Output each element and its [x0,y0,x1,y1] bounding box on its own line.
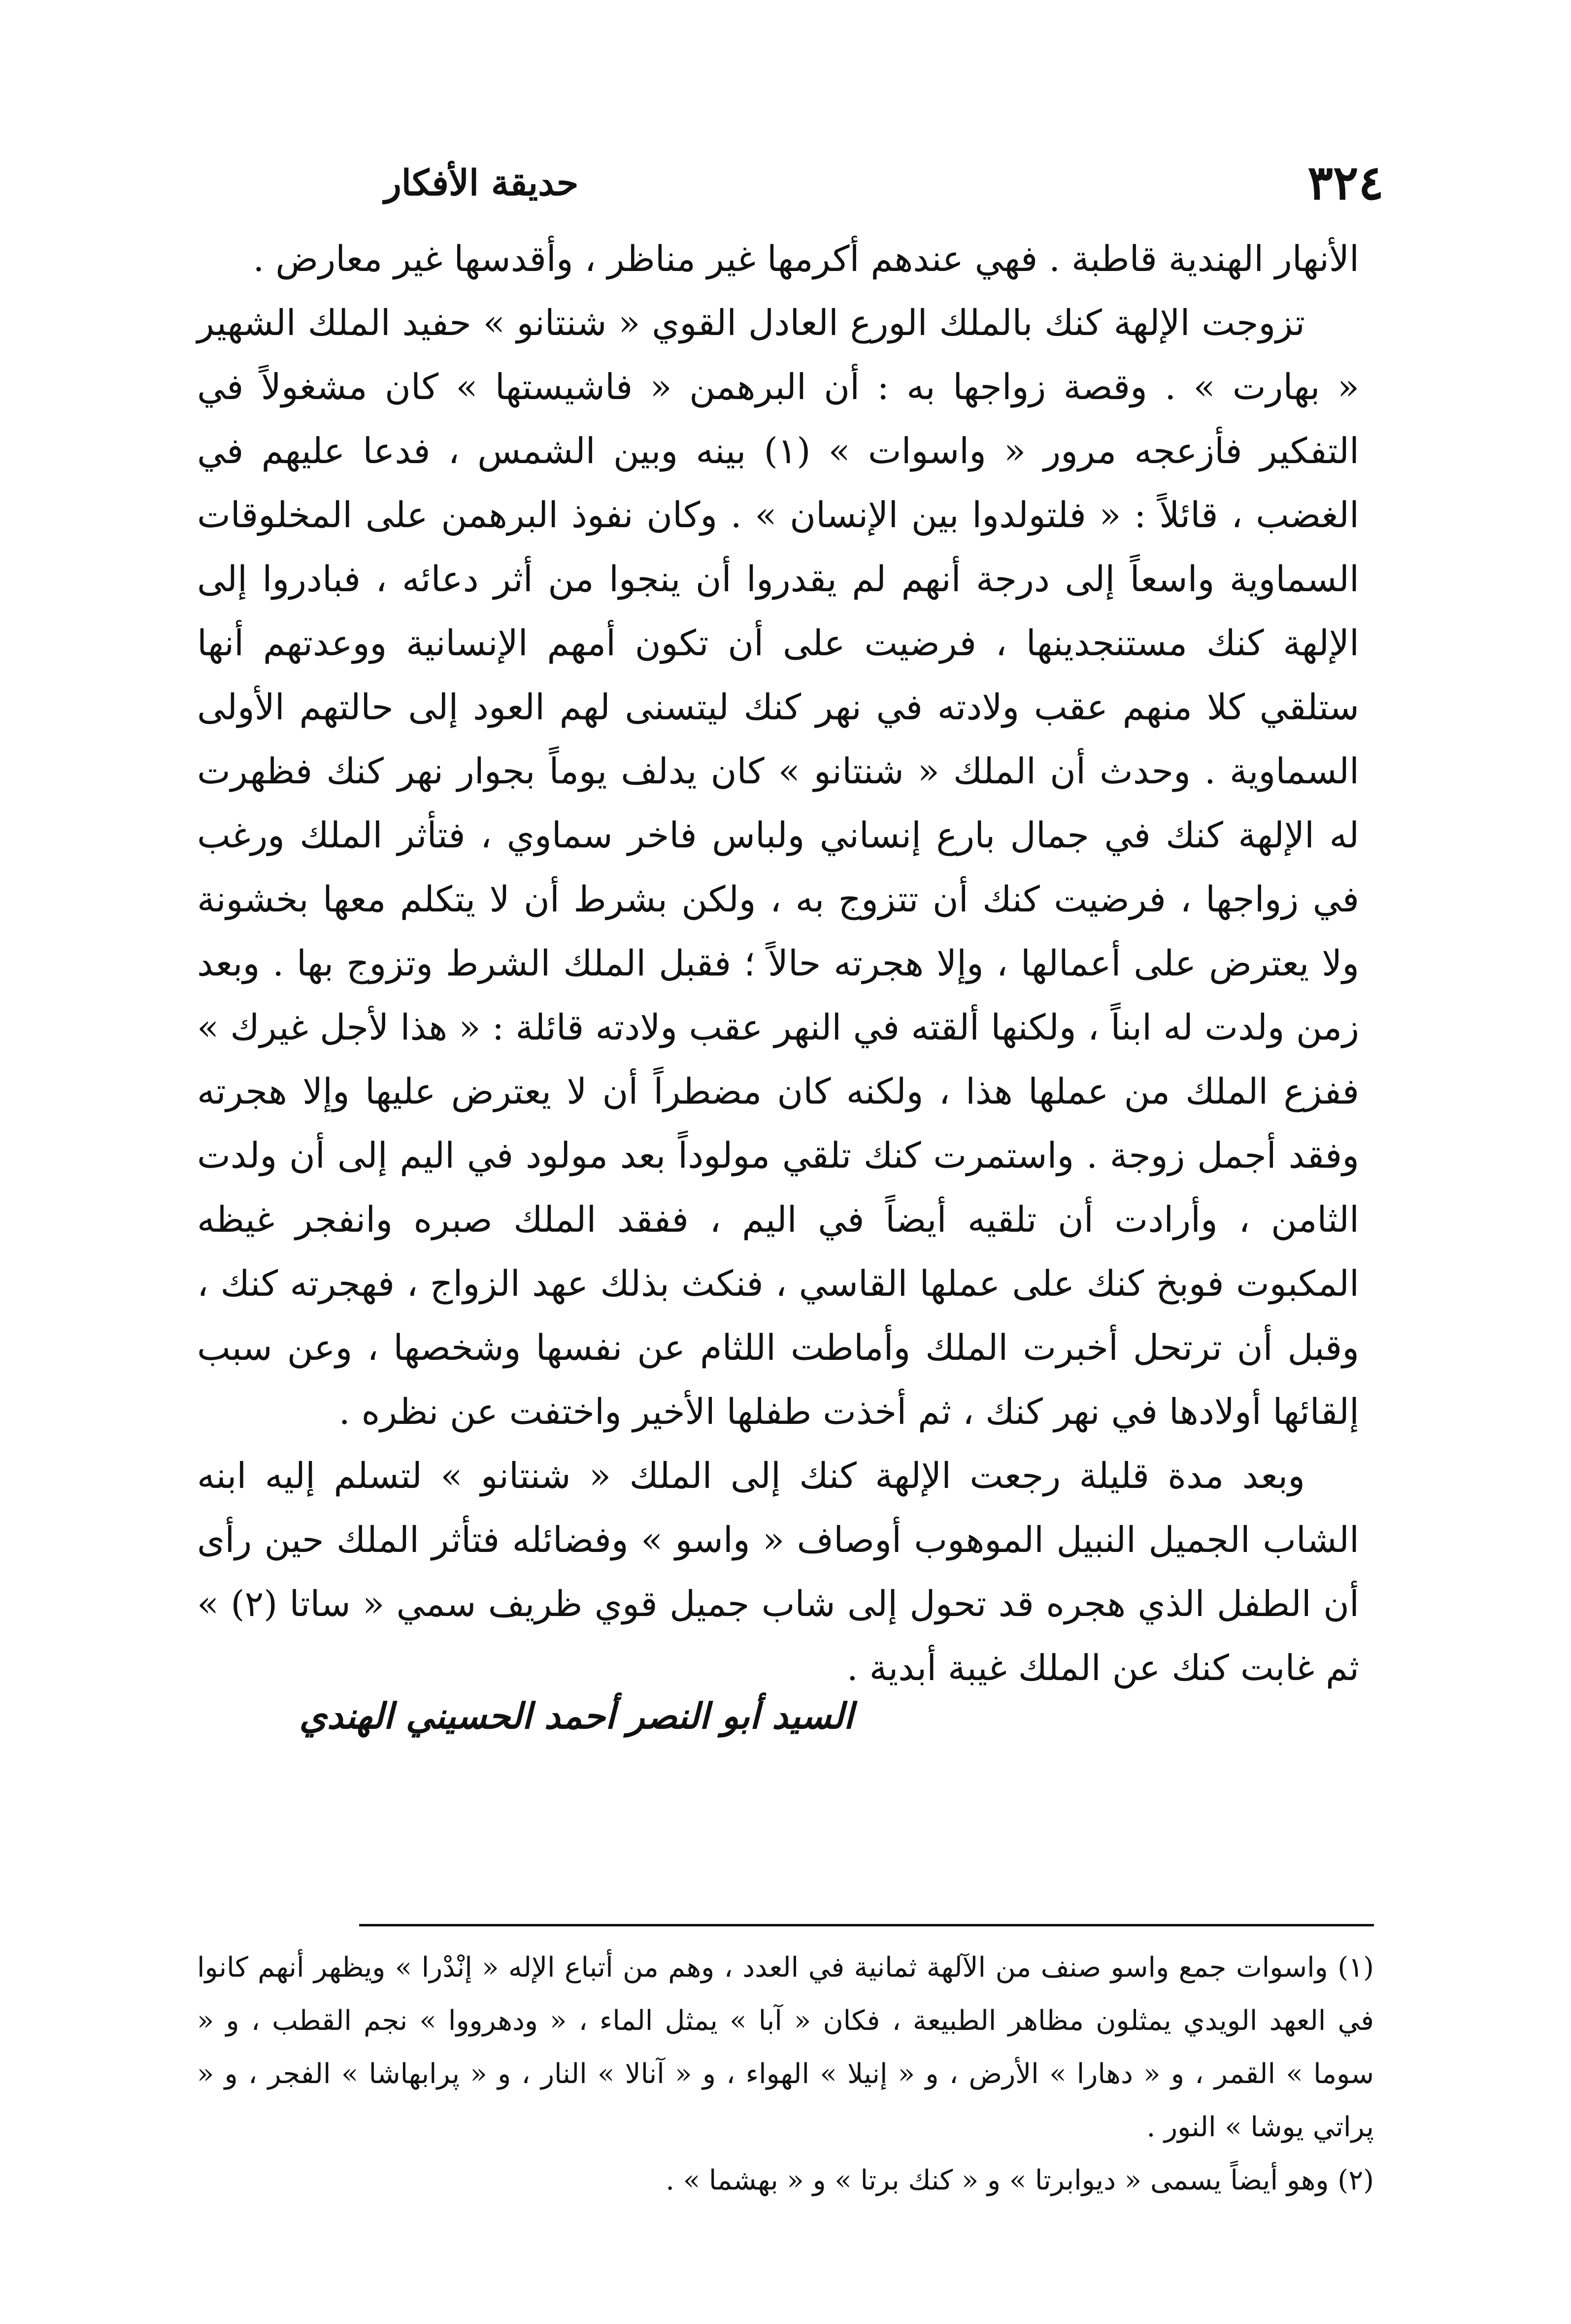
paragraph-3: وبعد مدة قليلة رجعت الإلهة كنك إلى الملك « شنتانو » لتسلم إليه ابنه الشاب الجميل النبيل الموهوب أوصاف « واسو » وفضائله فتأثر الملك حين رأى أن الطفل الذي هجره قد تحول إلى شاب جميل قوي ظريف سمي « ساتا (٢) » ثم غابت كنك عن الملك غيبة أبدية . [197,1455,1359,1688]
footnote-divider [359,1924,1374,1926]
page-number: ٣٢٤ [1307,154,1384,210]
footnotes [197,1941,1374,2207]
page-header [177,148,1384,217]
body-text [197,227,1359,1700]
paragraph-1: الأنهار الهندية قاطبة . فهي عندهم أكرمها غير مناظر ، وأقدسها غير معارض . [253,238,1359,279]
running-title: حديقة الأفكار [384,161,579,203]
author-signature: السيد أبو النصر أحمد الحسيني الهندي [299,1695,854,1737]
footnote-1: (١) واسوات جمع واسو صنف من الآلهة ثمانية في العدد ، وهم من أتباع الإله « إنْدْرا » ويظهر أنهم كانوا في العهد الويدي يمثلون مظاهر الطبيعة ، فكان « آبا » يمثل الماء ، « ودهرووا » نجم القطب ، و « سوما » القمر ، و « دهارا » الأرض ، و « إنيلا » الهواء ، و « آنالا » النار ، و « پرابهاشا » الفجر ، و « پراتي يوشا » النور . [197,1952,1374,2143]
paragraph-2: تزوجت الإلهة كنك بالملك الورع العادل القوي « شنتانو » حفيد الملك الشهير « بهارت » . وقصة زواجها به : أن البرهمن « فاشيستها » كان مشغولاً في التفكير فأزعجه مرور « واسوات » (١) بينه وبين الشمس ، فدعا عليهم في الغضب ، قائلاً : « فلتولدوا بين الإنسان » . وكان نفوذ البرهمن على المخلوقات السماوية واسعاً إلى درجة أنهم لم يقدروا أن ينجوا من أثر دعائه ، فبادروا إلى الإلهة كنك مستنجدينها ، فرضيت على أن تكون أمهم الإنسانية ووعدتهم أنها ستلقي كلا منهم عقب ولادته في نهر كنك ليتسنى لهم العود إلى حالتهم الأولى السماوية . وحدث أن الملك « شنتانو » كان يدلف يوماً بجوار نهر كنك فظهرت له الإلهة كنك في جمال بارع إنساني ولباس فاخر سماوي ، فتأثر الملك ورغب في زواجها ، فرضيت كنك أن تتزوج به ، ولكن بشرط أن لا يتكلم معها بخشونة ولا يعترض على أعمالها ، وإلا هجرته حالاً ؛ فقبل الملك الشرط وتزوج بها . وبعد زمن ولدت له ابناً ، ولكنها ألقته في النهر عقب ولادته قائلة : « هذا لأجل غيرك » ففزع الملك من عملها هذا ، ولكنه كان مضطراً أن لا يعترض عليها وإلا هجرته وفقد أجمل زوجة . واستمرت كنك تلقي مولوداً بعد مولود في اليم إلى أن ولدت الثامن ، وأرادت أن تلقيه أيضاً في اليم ، ففقد الملك صبره وانفجر غيظه المكبوت فوبخ كنك على عملها القاسي ، فنكث بذلك عهد الزواج ، فهجرته كنك ، وقبل أن ترتحل أخبرت الملك وأماطت اللثام عن نفسها وشخصها ، وعن سبب إلقائها أولادها في نهر كنك ، ثم أخذت طفلها الأخير واختفت عن نظره . [197,302,1360,1432]
footnote-2: (٢) وهو أيضاً يسمى « ديوابرتا » و « كنك برتا » و « بهشما » . [666,2164,1374,2196]
